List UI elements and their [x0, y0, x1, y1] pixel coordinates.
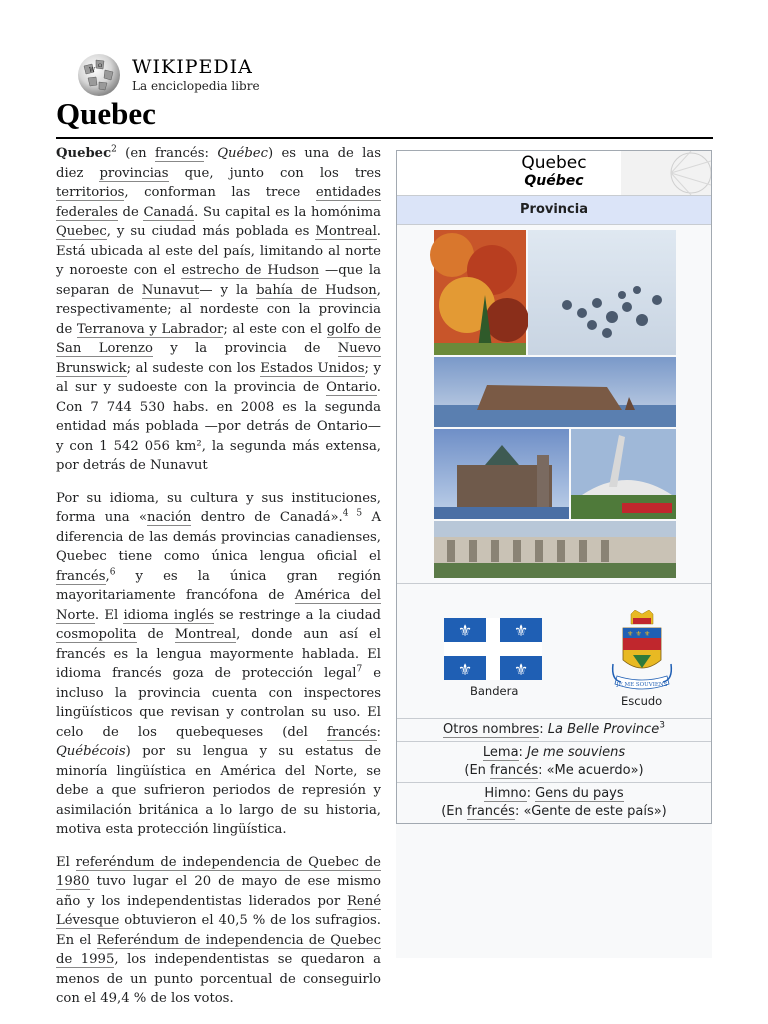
link[interactable]: bahía de Hudson: [256, 282, 377, 298]
chateau-frontenac-photo: [434, 429, 569, 519]
text: y es la única gran región mayoritariamente francófona de: [56, 568, 381, 603]
infobox-type[interactable]: Provincia: [397, 196, 711, 225]
text: . Con 7 744 530 habs. en 2008 es la segunda entidad más poblada —por detrás de Ontario— y con 1 542 056 km², la segunda más extensa, por detrás de Nunavut: [56, 380, 381, 473]
link[interactable]: provincias: [99, 165, 169, 181]
link[interactable]: nación: [147, 510, 192, 525]
anthem-label[interactable]: Himno: [484, 786, 527, 801]
link[interactable]: estrecho de Hudson: [181, 263, 320, 278]
paragraph-3: [56, 853, 381, 1009]
citation[interactable]: 3: [659, 720, 665, 731]
article-subject: Quebec: [56, 146, 112, 161]
svg-text:⚜ ⚜ ⚜: ⚜ ⚜ ⚜: [627, 630, 651, 638]
text: (En: [441, 804, 467, 819]
photo-montage[interactable]: [397, 225, 711, 584]
text: . Su capital es la homónima: [194, 204, 381, 220]
text: y la provincia de: [152, 341, 338, 356]
link[interactable]: francés: [154, 146, 205, 161]
text: El: [56, 854, 76, 870]
winter-village-photo: [528, 230, 676, 355]
link[interactable]: idioma inglés: [123, 607, 214, 623]
link[interactable]: Referéndum de independencia de Quebec de 1995: [56, 932, 381, 967]
text: ) es una de las diez: [56, 146, 381, 181]
flag-caption[interactable]: Bandera: [470, 684, 519, 698]
link[interactable]: Nunavut: [141, 282, 200, 298]
text-italic: Québec: [217, 146, 268, 161]
text: que, junto con los tres: [168, 165, 381, 181]
text: Por su idioma, su cultura y sus instituciones, forma una «: [56, 490, 381, 525]
svg-text:⚜: ⚜: [457, 621, 473, 640]
wikipedia-wordmark: WIKIPEDIA: [132, 56, 253, 78]
other-names-row: Otros nombres: La Belle Province$^3$: [397, 719, 711, 742]
text: — y la: [199, 282, 257, 298]
text: obtuvieron el 40,5 % de los sufragios. En el: [56, 913, 381, 948]
citation[interactable]: 4 5: [342, 508, 363, 519]
text: ; y al sur y sudoeste con la provincia de: [56, 360, 381, 395]
infobox-title: Quebec: [521, 153, 587, 173]
svg-text:Ω: Ω: [98, 63, 103, 69]
wikipedia-tagline: La enciclopedia libre: [132, 79, 260, 93]
text: :: [376, 724, 381, 740]
text: de: [117, 204, 144, 220]
text: , respectivamente; al nordeste con la provincia de: [56, 282, 381, 337]
text: tuvo lugar el 20 de mayo de ese mismo año y los independentistas liderados por: [56, 874, 381, 909]
link[interactable]: entidades federales: [56, 185, 381, 220]
link[interactable]: francés: [466, 804, 515, 819]
text: ; al este con el: [223, 321, 327, 337]
link[interactable]: Nuevo Brunswick: [56, 341, 381, 376]
text: (en: [116, 146, 155, 161]
infobox-native-name: Québec: [524, 173, 584, 189]
wikipedia-globe-icon: [74, 52, 124, 98]
olympic-stadium-photo: [571, 429, 676, 519]
svg-text:W: W: [89, 67, 96, 74]
citation[interactable]: 7: [356, 664, 363, 675]
link[interactable]: territorios: [56, 185, 125, 200]
link[interactable]: francés: [327, 724, 377, 740]
other-names-value: La Belle Province: [547, 722, 660, 737]
wikipedia-header[interactable]: [74, 52, 274, 98]
link[interactable]: cosmopolita: [56, 627, 137, 642]
link[interactable]: América del Norte: [56, 588, 381, 623]
text: —que la separan de: [56, 263, 381, 298]
link[interactable]: francés: [56, 568, 106, 584]
motto-row: Lema: Je me souviens (En francés: «Me acuerdo»): [397, 742, 711, 783]
text: e incluso la provincia cuenta con inspectores lingüísticos que revisan y controlan su uso. El celo de los quebequeses (del: [56, 666, 381, 740]
page-title: Quebec: [56, 96, 156, 131]
link[interactable]: Montreal: [174, 627, 237, 642]
anthem-row: Himno: Gens du pays (En francés: «Gente de este país»): [441, 786, 667, 819]
link[interactable]: Terranova y Labrador: [76, 321, 224, 337]
paragraph-1: [56, 144, 381, 476]
infobox-header: [397, 151, 711, 196]
text: : «Gente de este país»): [514, 804, 667, 819]
text: ,: [105, 568, 110, 584]
motto-value: Je me souviens: [527, 745, 626, 760]
text: . Está ubicada al este del país, limitando al norte y noroeste con el: [56, 224, 381, 278]
svg-text:⚜: ⚜: [513, 660, 529, 679]
quebec-flag-image[interactable]: [444, 618, 542, 680]
text: dentro de Canadá».: [191, 510, 343, 525]
text: A diferencia de las demás provincias canadienses, Quebec tiene como única lengua oficial el: [56, 510, 381, 564]
infobox-table: [396, 150, 712, 824]
photo-montage-image: [397, 225, 711, 583]
text: :: [204, 146, 218, 161]
text: (En: [464, 763, 491, 778]
hydro-dam-photo: [434, 521, 676, 578]
link[interactable]: referéndum de independencia de Quebec de 1980: [56, 854, 381, 889]
link[interactable]: Canadá: [143, 204, 195, 220]
coat-caption[interactable]: Escudo: [621, 694, 663, 708]
motto-label[interactable]: Lema: [482, 745, 519, 760]
link[interactable]: Ontario: [326, 380, 377, 395]
link[interactable]: golfo de San Lorenzo: [56, 321, 382, 356]
text-italic: Québécois: [56, 744, 126, 759]
anthem-value[interactable]: Gens du pays: [535, 786, 624, 801]
symbols-section: [397, 584, 711, 719]
text: de: [136, 627, 175, 642]
infobox: [396, 150, 712, 958]
coat-of-arms-image[interactable]: [609, 610, 675, 696]
link[interactable]: Montreal: [315, 224, 377, 239]
text: ; al sudeste con los: [126, 360, 261, 376]
link[interactable]: francés: [490, 763, 539, 778]
paragraph-2: [56, 489, 381, 840]
text: : «Me acuerdo»): [538, 763, 644, 778]
text: , los independentistas se quedaron a menos de un punto porcentual de conseguirlo con el 49,4 % de los votos.: [56, 952, 381, 1006]
text: , y su ciudad más poblada es: [106, 224, 316, 239]
text: . El: [94, 607, 124, 623]
svg-text:⚜: ⚜: [513, 621, 529, 640]
link[interactable]: Quebec: [56, 224, 107, 239]
link[interactable]: Estados Unidos: [260, 360, 365, 376]
citation[interactable]: 2: [111, 144, 117, 155]
text: se restringe a la ciudad: [213, 607, 381, 623]
title-divider: [56, 137, 713, 139]
autumn-forest-photo: [430, 230, 529, 355]
link[interactable]: René Lévesque: [56, 893, 381, 928]
text: , donde aun así el francés es la lengua mayormente hablada. El idioma francés goza de protección legal: [56, 627, 381, 681]
perce-rock-photo: [434, 357, 676, 427]
text: ) por su lengua y su estatus de minoría lingüística en América del Norte, se debe a que sufrieron periodos de represión y asimilación británica a lo largo de su historia, motiva esta protección lingüística.: [56, 744, 381, 837]
svg-text:⚜: ⚜: [457, 660, 473, 679]
article-body: [56, 144, 381, 1022]
coat-motto-text: JE ME SOUVIENS: [616, 682, 668, 688]
text: , conforman las trece: [124, 185, 316, 200]
citation[interactable]: 6: [109, 567, 116, 578]
other-names-label[interactable]: Otros nombres: [443, 722, 540, 737]
